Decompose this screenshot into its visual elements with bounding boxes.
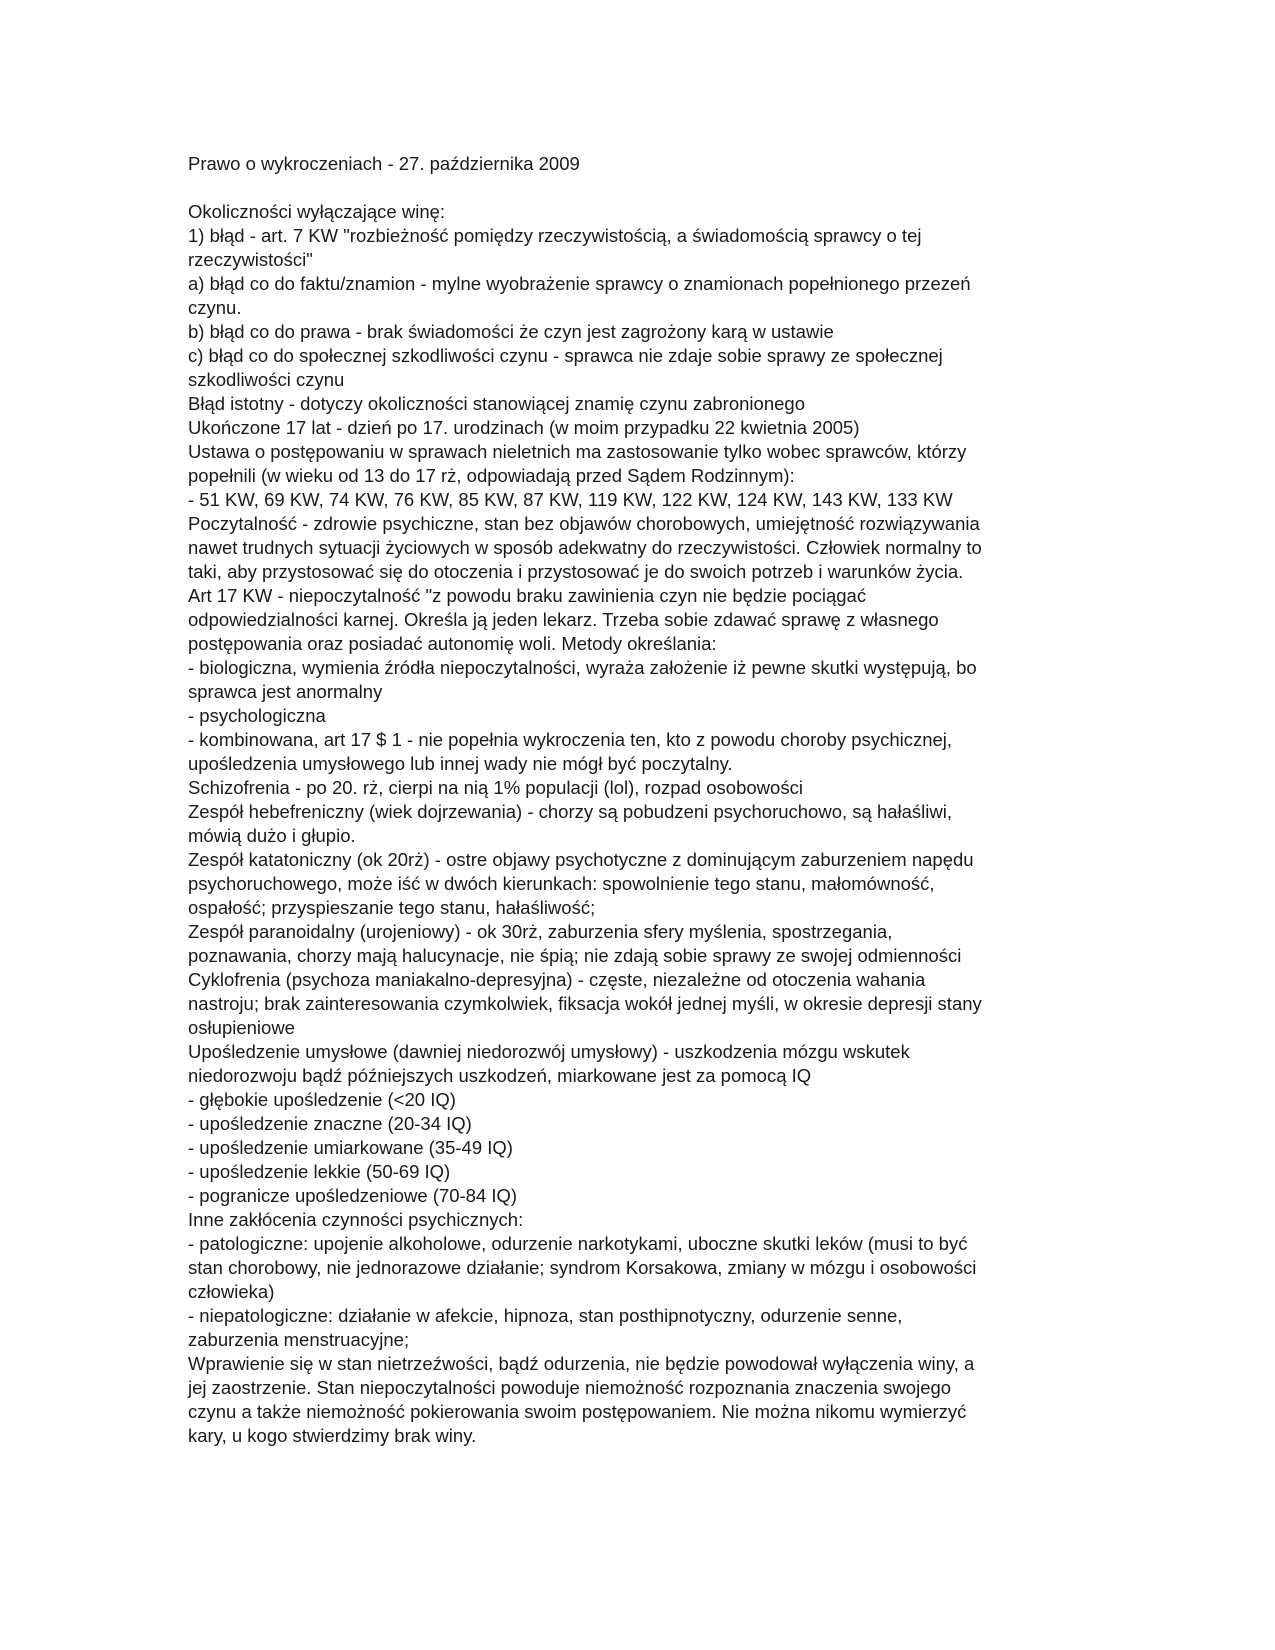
text-line: niedorozwoju bądź późniejszych uszkodzeń, miarkowane jest za pomocą IQ bbox=[188, 1065, 812, 1086]
text-line: poznawania, chorzy mają halucynacje, nie śpią; nie zdają sobie sprawy ze swojej odmienności bbox=[188, 945, 962, 966]
text-line: Ukończone 17 lat - dzień po 17. urodzinach (w moim przypadku 22 kwietnia 2005) bbox=[188, 417, 860, 438]
text-line: - upośledzenie lekkie (50-69 IQ) bbox=[188, 1161, 451, 1182]
text-line: Schizofrenia - po 20. rż, cierpi na nią 1% populacji (lol), rozpad osobowości bbox=[188, 777, 803, 798]
text-line: mówią dużo i głupio. bbox=[188, 825, 356, 846]
text-line: osłupieniowe bbox=[188, 1017, 295, 1038]
text-line: jej zaostrzenie. Stan niepoczytalności powoduje niemożność rozpoznania znaczenia swojego bbox=[188, 1377, 952, 1398]
text-line: szkodliwości czynu bbox=[188, 369, 345, 390]
text-line: - psychologiczna bbox=[188, 705, 326, 726]
document-lines bbox=[188, 200, 1088, 1448]
text-line: upośledzenia umysłowego lub innej wady nie mógł być poczytalny. bbox=[188, 753, 733, 774]
text-line: - biologiczna, wymienia źródła niepoczytalności, wyraża założenie iż pewne skutki występują, bo bbox=[188, 657, 977, 678]
text-line: odpowiedzialności karnej. Określa ją jeden lekarz. Trzeba sobie zdawać sprawę z własnego bbox=[188, 609, 939, 630]
text-line: sprawca jest anormalny bbox=[188, 681, 383, 702]
text-line: Cyklofrenia (psychoza maniakalno-depresyjna) - częste, niezależne od otoczenia wahania bbox=[188, 969, 926, 990]
text-line: Inne zakłócenia czynności psychicznych: bbox=[188, 1209, 524, 1230]
text-line: - niepatologiczne: działanie w afekcie, hipnoza, stan posthipnotyczny, odurzenie senne, bbox=[188, 1305, 903, 1326]
text-line: rzeczywistości" bbox=[188, 249, 313, 270]
text-line: - głębokie upośledzenie (<20 IQ) bbox=[188, 1089, 456, 1110]
text-line: b) błąd co do prawa - brak świadomości że czyn jest zagrożony karą w ustawie bbox=[188, 321, 834, 342]
text-line: Ustawa o postępowaniu w sprawach nieletnich ma zastosowanie tylko wobec sprawców, którzy bbox=[188, 441, 967, 462]
text-line: Błąd istotny - dotyczy okoliczności stanowiącej znamię czynu zabronionego bbox=[188, 393, 805, 414]
text-line: Poczytalność - zdrowie psychiczne, stan bez objawów chorobowych, umiejętność rozwiązywania bbox=[188, 513, 980, 534]
text-line: Zespół katatoniczny (ok 20rż) - ostre objawy psychotyczne z dominującym zaburzeniem napędu bbox=[188, 849, 974, 870]
text-line: Art 17 KW - niepoczytalność "z powodu braku zawinienia czyn nie będzie pociągać bbox=[188, 585, 867, 606]
text-line: Upośledzenie umysłowe (dawniej niedorozwój umysłowy) - uszkodzenia mózgu wskutek bbox=[188, 1041, 910, 1062]
text-line: 1) błąd - art. 7 KW "rozbieżność pomiędzy rzeczywistością, a świadomością sprawcy o tej bbox=[188, 225, 922, 246]
text-line: - 51 KW, 69 KW, 74 KW, 76 KW, 85 KW, 87 KW, 119 KW, 122 KW, 124 KW, 143 KW, 133 KW bbox=[188, 489, 953, 510]
text-line: człowieka) bbox=[188, 1281, 275, 1302]
document-body bbox=[188, 152, 1088, 1448]
text-line: postępowania oraz posiadać autonomię woli. Metody określania: bbox=[188, 633, 717, 654]
text-line: czynu a także niemożność pokierowania swoim postępowaniem. Nie można nikomu wymierzyć bbox=[188, 1401, 967, 1422]
text-line: - upośledzenie umiarkowane (35-49 IQ) bbox=[188, 1137, 513, 1158]
text-line: Okoliczności wyłączające winę: bbox=[188, 201, 446, 222]
text-line: nastroju; brak zainteresowania czymkolwiek, fiksacja wokół jednej myśli, w okresie depresji stany bbox=[188, 993, 982, 1014]
text-line: stan chorobowy, nie jednorazowe działanie; syndrom Korsakowa, zmiany w mózgu i osobowości bbox=[188, 1257, 977, 1278]
text-line: - upośledzenie znaczne (20-34 IQ) bbox=[188, 1113, 472, 1134]
text-line: - patologiczne: upojenie alkoholowe, odurzenie narkotykami, uboczne skutki leków (musi to być bbox=[188, 1233, 968, 1254]
text-line: kary, u kogo stwierdzimy brak winy. bbox=[188, 1425, 477, 1446]
text-line: czynu. bbox=[188, 297, 242, 318]
text-line: - pogranicze upośledzeniowe (70-84 IQ) bbox=[188, 1185, 518, 1206]
text-line: Wprawienie się w stan nietrzeźwości, bądź odurzenia, nie będzie powodował wyłączenia winy, a bbox=[188, 1353, 975, 1374]
text-line: nawet trudnych sytuacji życiowych w sposób adekwatny do rzeczywistości. Człowiek normalny to bbox=[188, 537, 982, 558]
text-line: psychoruchowego, może iść w dwóch kierunkach: spowolnienie tego stanu, małomówność, bbox=[188, 873, 935, 894]
text-line: zaburzenia menstruacyjne; bbox=[188, 1329, 410, 1350]
text-line: Zespół hebefreniczny (wiek dojrzewania) - chorzy są pobudzeni psychoruchowo, są hałaśliwi, bbox=[188, 801, 953, 822]
text-line: - kombinowana, art 17 $ 1 - nie popełnia wykroczenia ten, kto z powodu choroby psychicznej, bbox=[188, 729, 953, 750]
text-line: ospałość; przyspieszanie tego stanu, hałaśliwość; bbox=[188, 897, 596, 918]
text-line: Zespół paranoidalny (urojeniowy) - ok 30rż, zaburzenia sfery myślenia, spostrzegania, bbox=[188, 921, 893, 942]
text-line: a) błąd co do faktu/znamion - mylne wyobrażenie sprawcy o znamionach popełnionego przezeń bbox=[188, 273, 971, 294]
document-title: Prawo o wykroczeniach - 27. października 2009 bbox=[188, 153, 580, 174]
text-line: popełnili (w wieku od 13 do 17 rż, odpowiadają przed Sądem Rodzinnym): bbox=[188, 465, 795, 486]
text-line: c) błąd co do społecznej szkodliwości czynu - sprawca nie zdaje sobie sprawy ze społecznej bbox=[188, 345, 943, 366]
text-line: taki, aby przystosować się do otoczenia i przystosować je do swoich potrzeb i warunków życia. bbox=[188, 561, 964, 582]
